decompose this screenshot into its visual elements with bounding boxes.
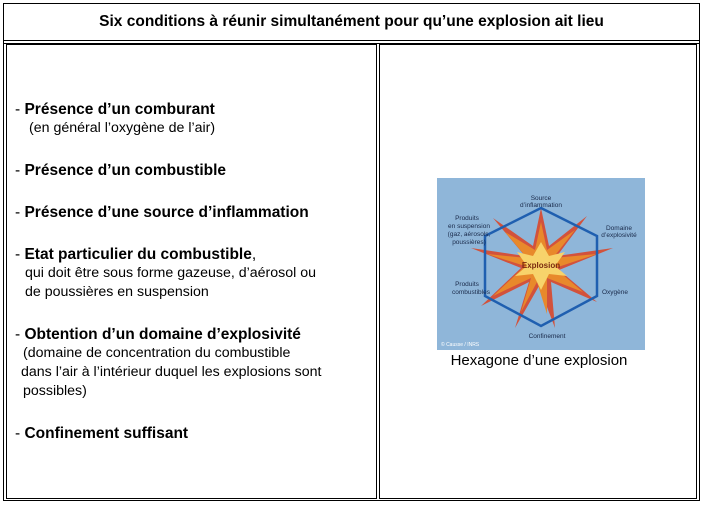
condition-title: Confinement suffisant — [24, 425, 189, 442]
condition-title: Etat particulier du combustible — [24, 246, 252, 263]
condition-detail: dans l’air à l’intérieur duquel les explosions sont — [21, 364, 322, 380]
condition-6 — [15, 425, 188, 443]
condition-title: Obtention d’un domaine d’explosivité — [24, 326, 301, 343]
condition-detail: de poussières en suspension — [25, 284, 209, 300]
condition-prefix: - — [15, 162, 25, 179]
figure-credit: © Causse / INRS — [441, 342, 480, 348]
label-confinement: Confinement — [528, 333, 566, 340]
label-explosivite: d’explosivité — [601, 232, 637, 239]
label-source: Source — [530, 195, 552, 202]
condition-detail: (en général l’oxygène de l’air) — [29, 120, 216, 136]
hexagon-diagram — [437, 178, 645, 350]
condition-5 — [15, 326, 321, 401]
label-produits: Produits — [455, 281, 479, 288]
page-title: Six conditions à réunir simultanément pour qu’une explosion ait lieu — [4, 4, 699, 41]
label-combustibles: combustibles — [452, 289, 490, 296]
condition-2 — [15, 162, 226, 180]
label-produits-suspension-3: (gaz, aérosols, — [447, 231, 491, 238]
label-produits-suspension-1: Produits — [455, 215, 479, 222]
condition-title: Présence d’une source d’inflammation — [24, 204, 309, 221]
condition-3 — [15, 204, 309, 222]
figure-caption: Hexagone d’une explosion — [450, 352, 628, 369]
label-inflammation: d’inflammation — [520, 202, 562, 209]
label-produits-suspension-2: en suspension — [448, 223, 490, 230]
explosion-hexagon-figure — [437, 178, 645, 350]
condition-detail: (domaine de concentration du combustible — [23, 345, 291, 361]
label-oxygene: Oxygène — [601, 289, 629, 296]
conditions-cell — [6, 44, 377, 499]
label-produits-suspension-4: poussières) — [452, 239, 486, 246]
condition-4 — [15, 246, 316, 302]
condition-prefix: - — [15, 425, 25, 442]
illustration-cell — [379, 44, 697, 499]
center-label: Explosion — [521, 261, 561, 270]
condition-detail: possibles) — [23, 383, 87, 399]
condition-title: Présence d’un comburant — [24, 101, 215, 118]
condition-prefix: - — [15, 101, 25, 118]
condition-suffix: , — [251, 246, 257, 263]
condition-prefix: - — [15, 246, 25, 263]
condition-prefix: - — [15, 204, 25, 221]
condition-1 — [15, 101, 215, 138]
table-frame — [3, 3, 700, 501]
condition-title: Présence d’un combustible — [24, 162, 227, 179]
condition-detail: qui doit être sous forme gazeuse, d’aérosol ou — [25, 265, 317, 281]
condition-prefix: - — [15, 326, 25, 343]
label-domaine: Domaine — [605, 225, 633, 232]
